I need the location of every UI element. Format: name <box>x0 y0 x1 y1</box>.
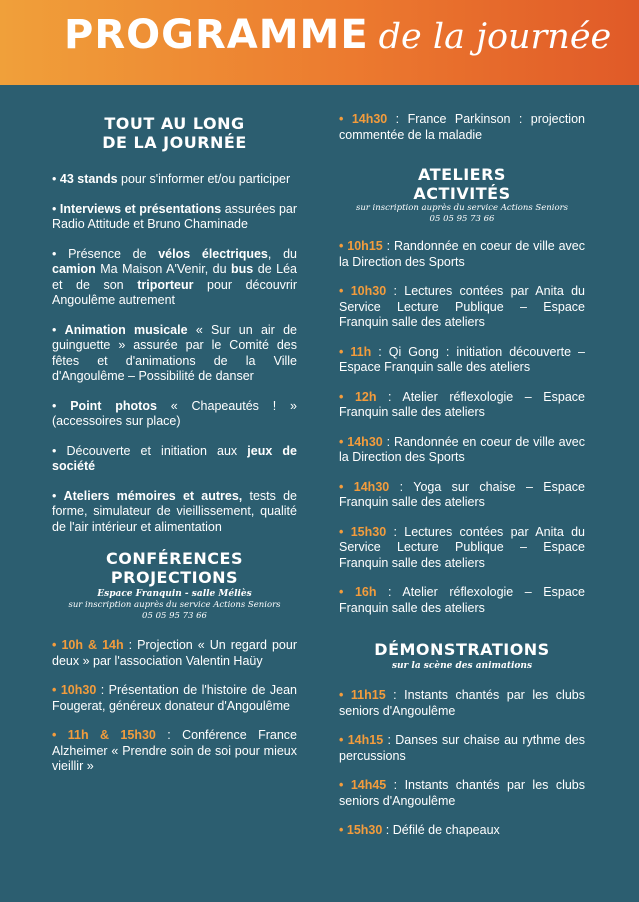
list-item: • 12h : Atelier réflexologie – Espace Franquin salle des ateliers <box>339 389 585 419</box>
list-item: • 43 stands pour s'informer et/ou participer <box>52 172 291 186</box>
title-line: TOUT AU LONG <box>104 114 245 133</box>
conference-inscription: sur inscription auprès du service Actions Seniors <box>68 600 281 610</box>
section-title-demonstrations: DÉMONSTRATIONS <box>374 640 550 659</box>
list-item: • 16h : Atelier réflexologie – Espace Franquin salle des ateliers <box>339 585 585 615</box>
list-item: • 14h30 : France Parkinson : projection commentée de la maladie <box>339 112 585 142</box>
list-item: • Animation musicale « Sur un air de guinguette » assurée par le Comité des fêtes et d'animations de la Ville d'Angoulême – Possibilité de danser <box>52 322 298 383</box>
list-item: • 10h30 : Lectures contées par Anita du Service Lecture Publique – Espace Franquin salle des ateliers <box>339 284 585 329</box>
list-item: • Présence de vélos électriques, du camion Ma Maison A'Venir, du bus de Léa et de son triporteur pour découvrir Angoulême autrement <box>52 246 297 307</box>
section-title-ateliers <box>339 165 585 203</box>
list-item: • Découverte et initiation aux jeux de société <box>52 443 297 473</box>
title-line: PROJECTIONS <box>110 568 239 587</box>
title-sub: de la journée <box>378 17 612 57</box>
list-item: • 14h30 : Randonnée en coeur de ville avec la Direction des Sports <box>339 434 585 464</box>
section-title-conferences <box>52 549 297 587</box>
right-column <box>339 85 585 839</box>
list-item: • Interviews et présentations assurées par Radio Attitude et Bruno Chaminade <box>52 201 298 231</box>
title-line: DE LA JOURNÉE <box>102 133 247 152</box>
list-item: • 14h15 : Danses sur chaise au rythme des percussions <box>339 733 585 763</box>
list-item: • 11h : Qi Gong : initiation découverte – Espace Franquin salle des ateliers <box>339 344 585 374</box>
title-line: ATELIERS <box>418 165 506 184</box>
conference-location: Espace Franquin - salle Méliès <box>97 589 252 599</box>
list-item: • Ateliers mémoires et autres, tests de forme, simulateur de vieillissement, qualité de l'air intérieur et alimentation <box>52 488 297 534</box>
section-title-all-day <box>52 114 297 152</box>
list-item: • 10h30 : Présentation de l'histoire de Jean Fougerat, généreux donateur d'Angoulême <box>52 683 297 713</box>
list-item: • 11h & 15h30 : Conférence France Alzheimer « Prendre soin de soi pour mieux vieillir » <box>52 728 297 773</box>
list-item: • 11h15 : Instants chantés par les clubs seniors d'Angoulême <box>339 688 585 718</box>
list-item: • 10h & 14h : Projection « Un regard pour deux » par l'association Valentin Haüy <box>52 638 297 668</box>
list-item: • 14h30 : Yoga sur chaise – Espace Franquin salle des ateliers <box>339 479 585 509</box>
list-item: • 10h15 : Randonnée en coeur de ville avec la Direction des Sports <box>339 239 585 269</box>
demonstrations-subtitle: sur la scène des animations <box>391 661 533 671</box>
page-title <box>64 12 611 58</box>
list-item: • 14h45 : Instants chantés par les clubs seniors d'Angoulême <box>339 778 585 808</box>
title-main: PROGRAMME <box>64 12 369 58</box>
title-line: ACTIVITÉS <box>413 184 511 203</box>
list-item: • 15h30 : Lectures contées par Anita du Service Lecture Publique – Espace Franquin salle des ateliers <box>339 524 585 570</box>
header-banner <box>0 0 639 85</box>
ateliers-phone: 05 05 95 73 66 <box>429 214 495 224</box>
list-item: • Point photos « Chapeautés ! » (accessoires sur place) <box>52 398 297 428</box>
title-line: CONFÉRENCES <box>106 549 243 568</box>
ateliers-inscription: sur inscription auprès du service Actions Seniors <box>355 203 569 213</box>
list-item: • 15h30 : Défilé de chapeaux <box>339 823 500 837</box>
conference-phone: 05 05 95 73 66 <box>142 611 207 621</box>
left-column <box>52 85 297 775</box>
